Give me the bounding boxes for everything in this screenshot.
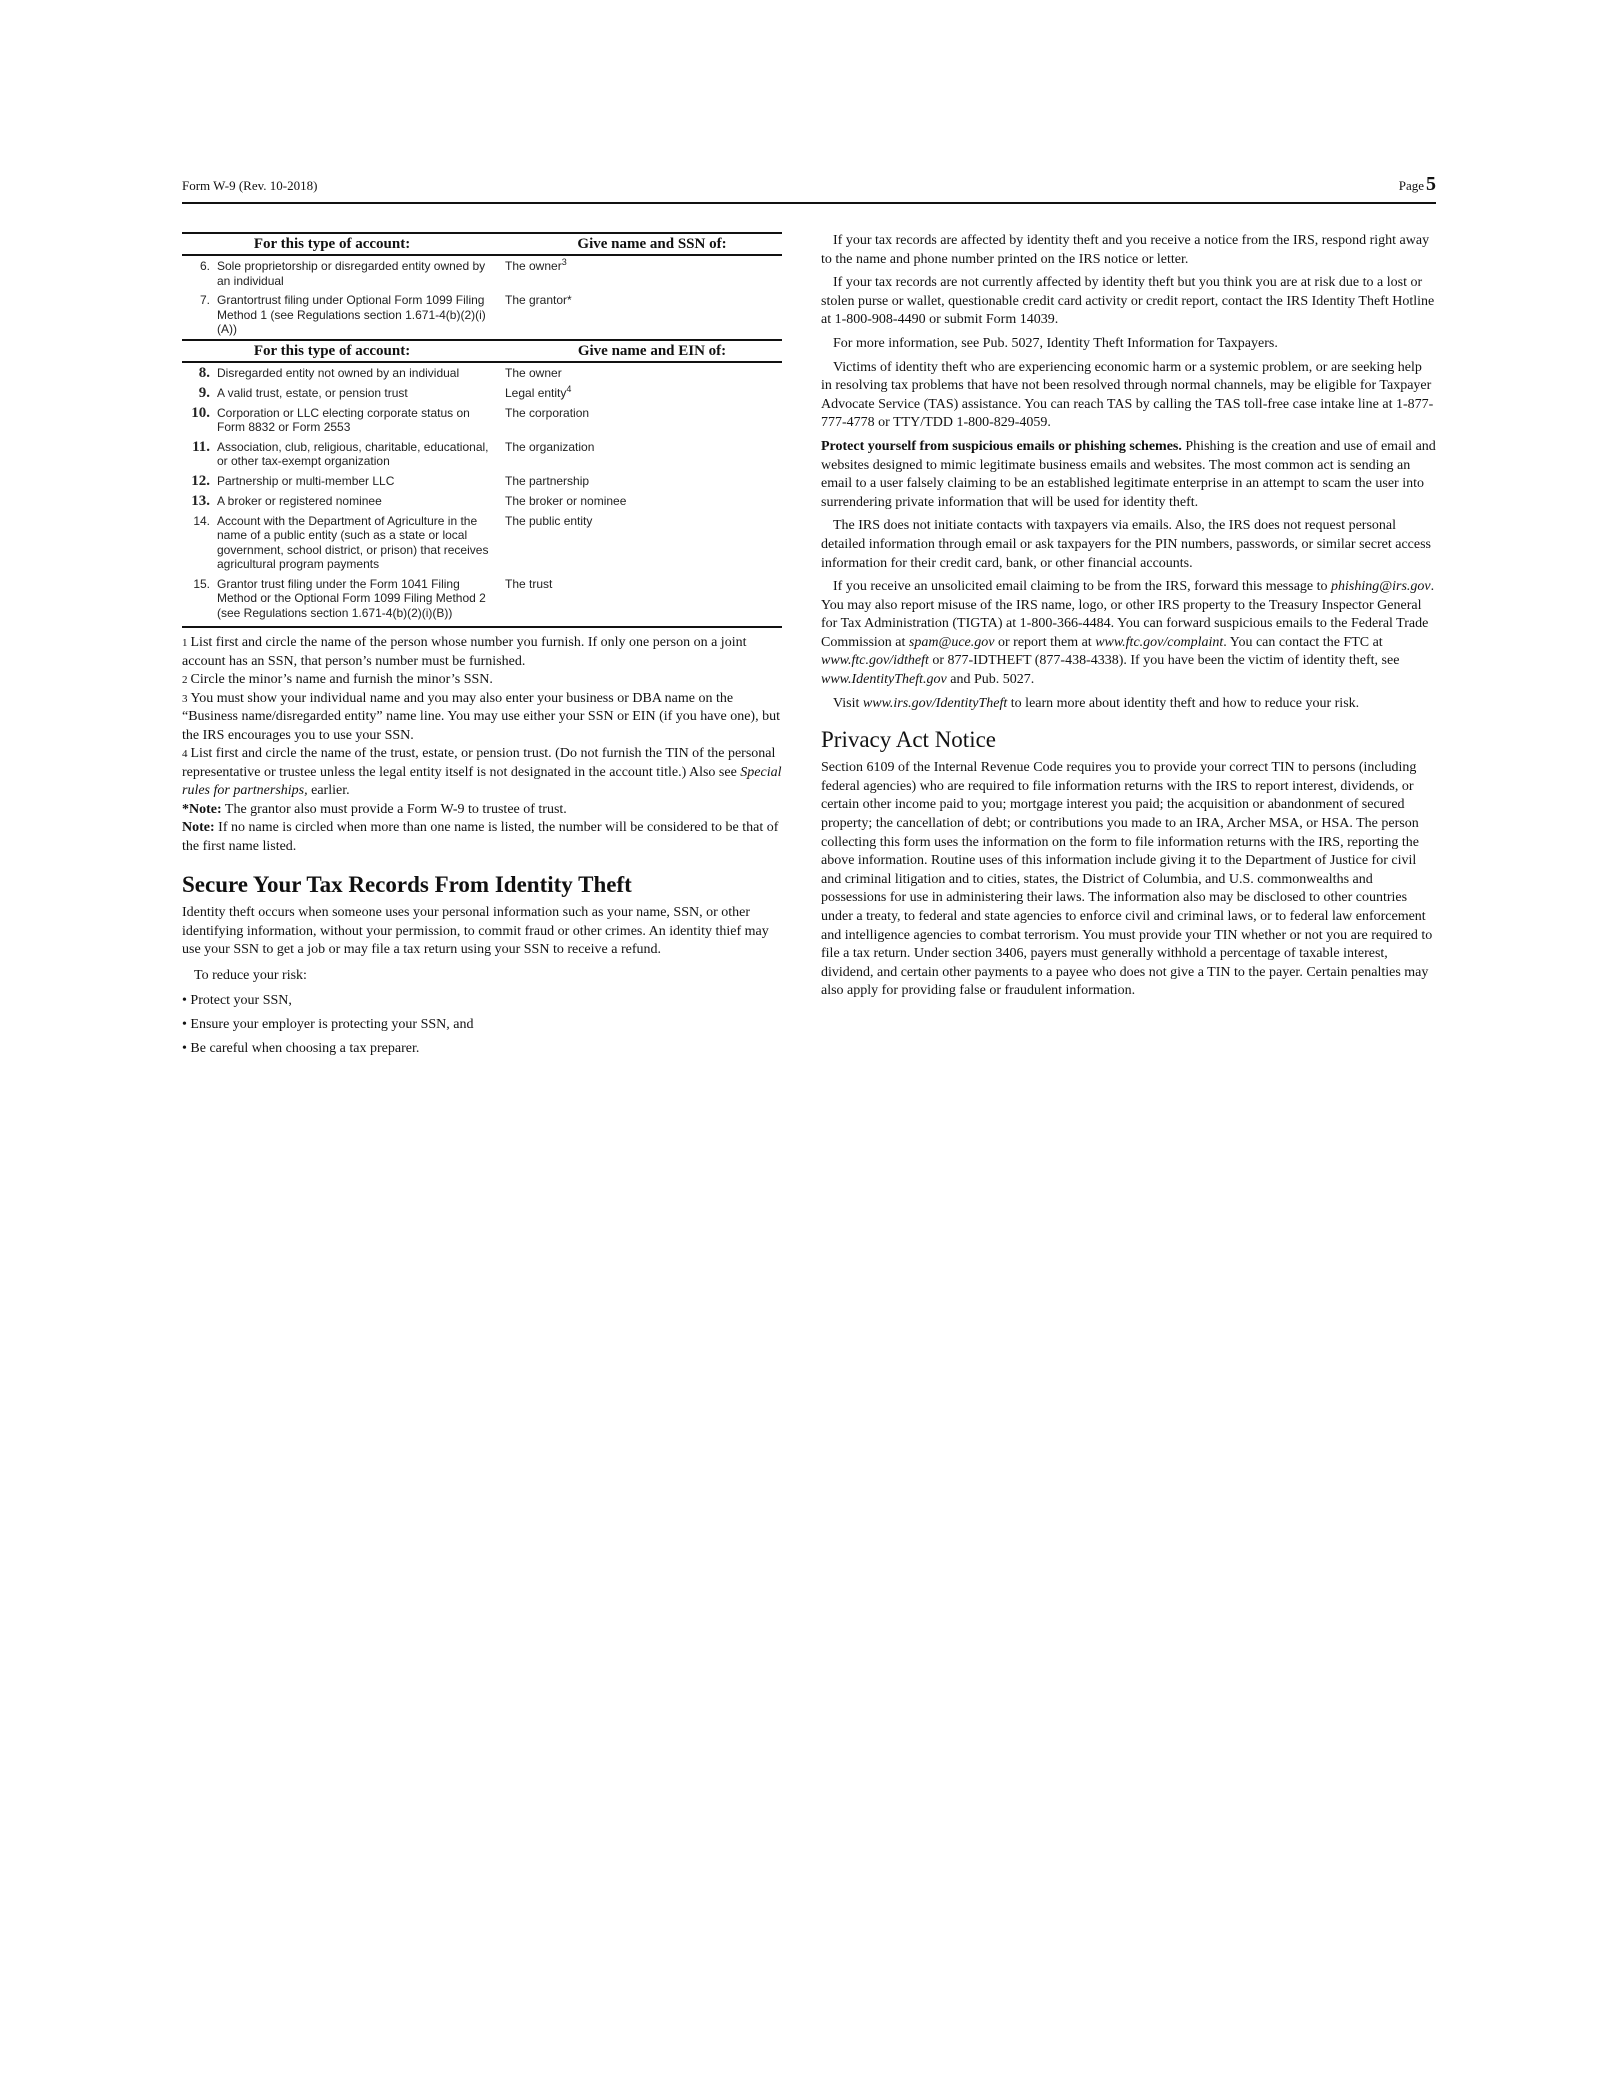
- footnote-mark: 2: [182, 674, 188, 686]
- footnote-ref: 4: [566, 383, 572, 394]
- row-number: 7.: [199, 293, 210, 307]
- page-number: 5: [1426, 173, 1436, 195]
- table-col-account: For this type of account:: [253, 236, 411, 252]
- give-name-of: [501, 474, 782, 489]
- secure-records-heading: Secure Your Tax Records From Identity Theft: [182, 872, 632, 897]
- footnote-text: You must show your individual name and you may also enter your business or DBA name on the “Business name/disregarded entity” name line. You may use either your SSN or EIN (if you have one), but the IRS encourages you to use your SSN.: [182, 690, 780, 743]
- secure-records-body: [182, 904, 782, 1058]
- paragraph-text: Phishing is the creation and use of email and websites designed to mimic legitimate business emails and websites. The most common act is sending an email to a user falsely claiming to be an established legitimate enterprise in an attempt to scam the user into surrendering private information that will be used for identity theft.: [821, 438, 1436, 510]
- footnote-mark: 3: [182, 692, 188, 705]
- footnote-text: earlier.: [311, 783, 350, 798]
- footnote-4: [182, 745, 782, 801]
- privacy-act-heading: Privacy Act Notice: [821, 727, 997, 753]
- give-name-text: The organization: [505, 439, 595, 454]
- footnote-mark: 1: [182, 637, 188, 649]
- row-number: 11.: [192, 438, 210, 455]
- visit-paragraph: [821, 695, 1436, 714]
- bullet-item: • Ensure your employer is protecting your SSN, and: [182, 1016, 474, 1032]
- account-type: A valid trust, estate, or pension trust: [217, 385, 408, 400]
- email-link[interactable]: spam@uce.gov: [908, 634, 995, 650]
- footnote-3: [182, 690, 782, 746]
- left-column: [182, 232, 782, 1063]
- web-link[interactable]: www.ftc.gov/idtheft: [821, 653, 929, 669]
- table-col-give-ssn: Give name and SSN of:: [577, 236, 727, 252]
- paragraph-text: If you receive an unsolicited email claiming to be from the IRS, forward this message to: [833, 579, 1328, 595]
- note-text: If no name is circled when more than one name is listed, the number will be considered to be that of the first name listed.: [182, 820, 779, 854]
- give-name-text: The corporation: [505, 405, 590, 420]
- footnotes: [182, 634, 782, 856]
- privacy-act-text: Section 6109 of the Internal Revenue Code requires you to provide your correct TIN to persons (including federal agencies) who are required to file information returns with the IRS to report interest, dividends, or certain other income paid to you; mortgage interest you paid; the acquisition or abandonment of secured property; the cancellation of debt; or contributions you made to an IRA, Archer MSA, or HSA. The person collecting this form uses the information on the form to file information returns with the IRS, reporting the above information. Routine uses of this information include giving it to the Department of Justice for civil and criminal litigation and to cities, states, the District of Columbia, and U.S. commonwealths and possessions for use in administering their laws. The information also may be disclosed to other countries under a treaty, to federal and state agencies to enforce civil and criminal laws, or to federal law enforcement and intelligence agencies to combat terrorism. You must provide your TIN whether or not you are required to file a tax return. Under section 3406, payers must generally withhold a percentage of taxable interest, dividend, and certain other payments to a payee who does not give a TIN to the payer. Certain penalties may also apply for providing false or fraudulent information.: [821, 760, 1433, 999]
- give-name-of: [501, 293, 782, 337]
- table-col-give-ein: Give name and EIN of:: [577, 342, 727, 359]
- bullet-list: [182, 992, 782, 1058]
- give-name-text: Legal entity: [505, 385, 567, 400]
- table-header-ein: [182, 339, 782, 363]
- right-column: [821, 232, 1436, 1013]
- row-number: 6.: [199, 259, 210, 273]
- footnote-ref: 3: [561, 257, 567, 267]
- table-col-account: For this type of account:: [253, 342, 411, 359]
- give-name-text: The trust: [505, 576, 553, 591]
- footnote-text: List first and circle the name of the person whose number you furnish. If only one person on a joint account has an SSN, that person’s number must be furnished.: [182, 635, 747, 669]
- table-row: [182, 383, 782, 403]
- table-row: [182, 437, 782, 471]
- account-type: Account with the Department of Agriculture in the name of a public entity (such as a state or local government, school district, or prison) that receives agricultural program payments: [217, 513, 489, 571]
- table-row: [182, 403, 782, 437]
- paragraph-text: to learn more about identity theft and how to reduce your risk.: [1010, 695, 1360, 711]
- footnote-mark: 4: [182, 748, 188, 760]
- give-name-of: [501, 259, 782, 288]
- paragraph-text: . You can contact the FTC at: [1223, 634, 1383, 650]
- phishing-heading: Protect yourself from suspicious emails or phishing schemes.: [821, 438, 1182, 454]
- table-section-ein: [182, 363, 782, 623]
- account-type: A broker or registered nominee: [217, 493, 382, 508]
- row-number: 15.: [193, 576, 210, 591]
- give-name-of: [501, 514, 782, 572]
- table-row: [182, 290, 782, 339]
- give-name-of: [501, 366, 782, 381]
- account-type: Sole proprietorship or disregarded entity owned by an individual: [217, 259, 486, 288]
- paragraph-text: and Pub. 5027.: [950, 672, 1035, 688]
- account-type: Partnership or multi-member LLC: [217, 473, 395, 488]
- footnote-2: [182, 671, 782, 690]
- give-name-text: The partnership: [505, 473, 590, 488]
- table-row: [182, 511, 782, 574]
- row-number: 13.: [191, 492, 210, 509]
- bullet-item: • Be careful when choosing a tax preparer.: [182, 1040, 420, 1056]
- form-name: Form W-9 (Rev. 10-2018): [182, 178, 318, 193]
- row-number: 10.: [191, 404, 210, 421]
- row-number: 12.: [191, 472, 210, 489]
- paragraph: To reduce your risk:: [194, 967, 307, 983]
- give-name-of: [501, 577, 782, 621]
- note-text: The grantor also must provide a Form W-9 to trustee of trust.: [224, 801, 567, 817]
- note-label: *Note:: [182, 801, 222, 817]
- give-name-of: [501, 383, 782, 401]
- account-type: Grantortrust filing under Optional Form 1099 Filing Method 1 (see Regulations section 1.671-4(b)(2)(i)(A)): [217, 293, 486, 336]
- report-paragraph: [821, 578, 1436, 690]
- page-indicator: [1399, 173, 1436, 196]
- paragraph-text: . You may also report misuse of the IRS name, logo, or other IRS property to the Treasury Inspector General for Tax Administration (TIGTA) at 1-800-366-4484. You can forward suspicious emails to the Federal Trade Commission at: [821, 579, 1435, 650]
- note-label: Note:: [182, 820, 215, 835]
- paragraph-text: Visit: [833, 695, 860, 711]
- paragraph-text: or report them at: [998, 634, 1092, 650]
- give-name-text: The grantor*: [505, 293, 572, 307]
- web-link[interactable]: www.irs.gov/IdentityTheft: [862, 695, 1008, 711]
- paragraph-text: or 877-IDTHEFT (877-438-4338). If you have been the victim of identity theft, see: [932, 653, 1400, 669]
- row-number: 8.: [198, 364, 210, 381]
- give-name-text: The public entity: [505, 513, 593, 528]
- account-type: Corporation or LLC electing corporate status on Form 8832 or Form 2553: [217, 405, 470, 434]
- page-label: Page: [1398, 178, 1424, 193]
- table-section-ssn: [182, 256, 782, 339]
- footnote-1: [182, 634, 782, 671]
- paragraph: For more information, see Pub. 5027, Identity Theft Information for Taxpayers.: [833, 335, 1278, 351]
- web-link[interactable]: www.IdentityTheft.gov: [821, 672, 947, 688]
- table-row: [182, 256, 782, 290]
- account-type: Association, club, religious, charitable, educational, or other tax-exempt organization: [217, 439, 489, 468]
- phishing-paragraph: [821, 438, 1436, 512]
- email-link[interactable]: phishing@irs.gov: [1331, 579, 1431, 595]
- paragraph: Identity theft occurs when someone uses your personal information such as your name, SSN, or other identifying information, without your permission, to commit fraud or other crimes. An identity thief may use your SSN to get a job or may file a tax return using your SSN to receive a refund.: [182, 905, 769, 958]
- grantor-note: [182, 801, 782, 820]
- paragraph: Victims of identity theft who are experiencing economic harm or a systemic problem, or are seeking help in resolving tax problems that have not been resolved through normal channels, may be eligible for Taxpayer Advocate Service (TAS) assistance. You can reach TAS by calling the TAS toll-free case intake line at 1-877-777-4778 or TTY/TDD 1-800-829-4059.: [821, 359, 1434, 431]
- give-name-text: The owner: [505, 259, 562, 273]
- table-row: [182, 491, 782, 511]
- table-row: [182, 574, 782, 623]
- table-bottom-rule: [182, 622, 782, 628]
- give-name-of: [501, 406, 782, 435]
- footnote-text: List first and circle the name of the trust, estate, or pension trust. (Do not furnish the TIN of the personal representative or trustee unless the legal entity itself is not designated in the account title.) Also see: [182, 746, 776, 780]
- bullet-item: • Protect your SSN,: [182, 993, 292, 1009]
- footnote-text: Circle the minor’s name and furnish the minor’s SSN.: [190, 672, 493, 687]
- table-row: [182, 363, 782, 383]
- web-link[interactable]: www.ftc.gov/complaint: [1095, 634, 1224, 650]
- give-name-of: [501, 440, 782, 469]
- paragraph: If your tax records are not currently affected by identity theft but you think you are at risk due to a lost or stolen purse or wallet, questionable credit card activity or credit report, contact the IRS Identity Theft Hotline at 1-800-908-4490 or submit Form 14039.: [821, 275, 1435, 328]
- table-row: [182, 471, 782, 491]
- give-name-of: [501, 494, 782, 509]
- row-number: 14.: [193, 513, 210, 528]
- page-header: [182, 172, 1436, 204]
- account-type: Grantor trust filing under the Form 1041 Filing Method or the Optional Form 1099 Filing Method 2 (see Regulations section 1.671-4(b)(2)(i)(B)): [217, 576, 486, 620]
- general-note: [182, 819, 782, 856]
- row-number: 9.: [198, 384, 210, 401]
- give-name-text: The broker or nominee: [505, 493, 627, 508]
- table-header-ssn: [182, 234, 782, 256]
- give-name-text: The owner: [505, 365, 562, 380]
- footnote-italic: Special rules for partnerships,: [182, 764, 782, 798]
- paragraph: The IRS does not initiate contacts with taxpayers via emails. Also, the IRS does not request personal detailed information through email or ask taxpayers for the PIN numbers, passwords, or similar secret access information for their credit card, bank, or other financial accounts.: [821, 518, 1431, 571]
- account-type: Disregarded entity not owned by an individual: [217, 365, 460, 380]
- paragraph: If your tax records are affected by identity theft and you receive a notice from the IRS, respond right away to the name and phone number printed on the IRS notice or letter.: [821, 233, 1430, 267]
- account-table: [182, 232, 782, 628]
